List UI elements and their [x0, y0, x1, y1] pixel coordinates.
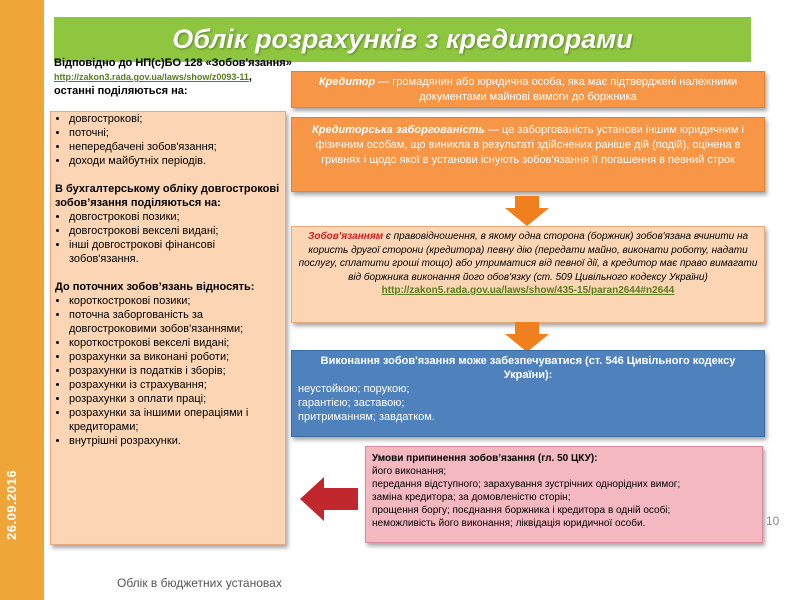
types-list: [55, 112, 281, 168]
debt-text: — це заборгованість установи іншим юридичним і фізичним особам, що виникла в результаті здійснених раніше дій (подій), оцінена в гривнях і щодо якої в установи існують зобов'язання її погашення в певний строк: [315, 124, 744, 166]
security-line: притриманням; завдатком.: [298, 411, 435, 423]
security-line: неустойкою; порукою;: [298, 383, 410, 395]
list-item: • доходи майбутніх періодів.: [69, 154, 281, 168]
list-item: • довгострокові;: [69, 112, 281, 126]
debt-definition-box: [291, 117, 765, 192]
list-item: • довгострокові позики;: [69, 210, 281, 224]
down-arrow-icon: [505, 322, 549, 352]
intro-link[interactable]: http://zakon3.rada.gov.ua/laws/show/z0093-11: [54, 72, 249, 82]
obligation-term: Зобов'язанням: [307, 231, 384, 242]
list-item: • непередбачені зобов'язання;: [69, 140, 281, 154]
left-intro: [54, 56, 294, 98]
list-item: • розрахунки за виконані роботи;: [69, 350, 281, 364]
list-item: • розрахунки із податків і зборів;: [69, 364, 281, 378]
list-item: • внутрішні розрахунки.: [69, 434, 281, 448]
slide-date: 26.09.2016: [4, 469, 19, 540]
intro-tail: , останні поділяються на:: [54, 71, 252, 97]
page-number: 10: [766, 514, 780, 528]
left-arrow-icon[interactable]: [300, 477, 358, 521]
obligation-definition-box: [291, 226, 765, 323]
termination-box: [365, 446, 763, 543]
creditor-text: — громадянин або юридична особа, яка має підтверджені належними документами майнові вимоги до боржника: [375, 76, 738, 103]
security-heading: Виконання зобов'язання може забезпечуватися (ст. 546 Цивільного кодексу України):: [320, 355, 736, 381]
security-box: [291, 350, 765, 437]
intro-bold: Відповідно до НП(с)БО 128 «Зобов'язання»: [54, 57, 292, 69]
security-line: гарантією; заставою;: [298, 397, 405, 409]
termination-line: заміна кредитора; за домовленістю сторін;: [372, 492, 571, 503]
list-item: • поточні;: [69, 126, 281, 140]
current-heading: До поточних зобов’язань відносять:: [55, 281, 255, 293]
list-item: • довгострокові векселі видані;: [69, 224, 281, 238]
longterm-list: [55, 210, 281, 266]
list-item: • короткострокові позики;: [69, 294, 281, 308]
obligation-text: є правовідношення, в якому одна сторона (боржник) зобов'язана вчинити на користь другої сторони (кредитора) певну дію (передати майно, виконати роботу, надати послугу, сплатити гроші тощо) або утриматися від певної дії, а кредитор має право вимагати від боржника виконання його обов'язку (ст. 509 Цивільного кодексу України): [298, 231, 758, 283]
down-arrow-icon: [505, 196, 549, 226]
list-item: • розрахунки з оплати праці;: [69, 392, 281, 406]
termination-line: прощення боргу; поєднання боржника і кредитора в одній особі;: [372, 505, 671, 516]
side-strip: [0, 0, 44, 600]
list-item: • інші довгострокові фінансові зобов'язання.: [69, 238, 281, 266]
slide-title: Облік розрахунків з кредиторами: [54, 17, 751, 62]
creditor-definition-box: [291, 71, 765, 108]
left-panel: [50, 111, 286, 545]
termination-line: неможливість його виконання; ліквідація юридичної особи.: [372, 518, 646, 529]
creditor-term: Кредитор: [318, 76, 376, 88]
termination-heading: Умови припинення зобов’язання (гл. 50 ЦКУ):: [372, 453, 598, 464]
longterm-heading: В бухгалтерському обліку довгострокові зобов’язання поділяються на:: [55, 183, 280, 209]
obligation-link[interactable]: http://zakon5.rada.gov.ua/laws/show/435-15/paran2644#n2644: [381, 285, 675, 296]
list-item: • розрахунки із страхування;: [69, 378, 281, 392]
current-list: [55, 294, 281, 448]
footer-text: Облік в бюджетних установах: [117, 576, 282, 590]
list-item: • розрахунки за іншими операціями і кредиторами;: [69, 406, 281, 434]
list-item: • короткострокові векселі видані;: [69, 336, 281, 350]
list-item: • поточна заборгованість за довгостроковими зобов'язаннями;: [69, 308, 281, 336]
debt-term: Кредиторська заборгованість: [312, 124, 485, 136]
termination-line: його виконання;: [372, 466, 447, 477]
termination-line: передання відступного; зарахування зустрічних однорідних вимог;: [372, 479, 681, 490]
